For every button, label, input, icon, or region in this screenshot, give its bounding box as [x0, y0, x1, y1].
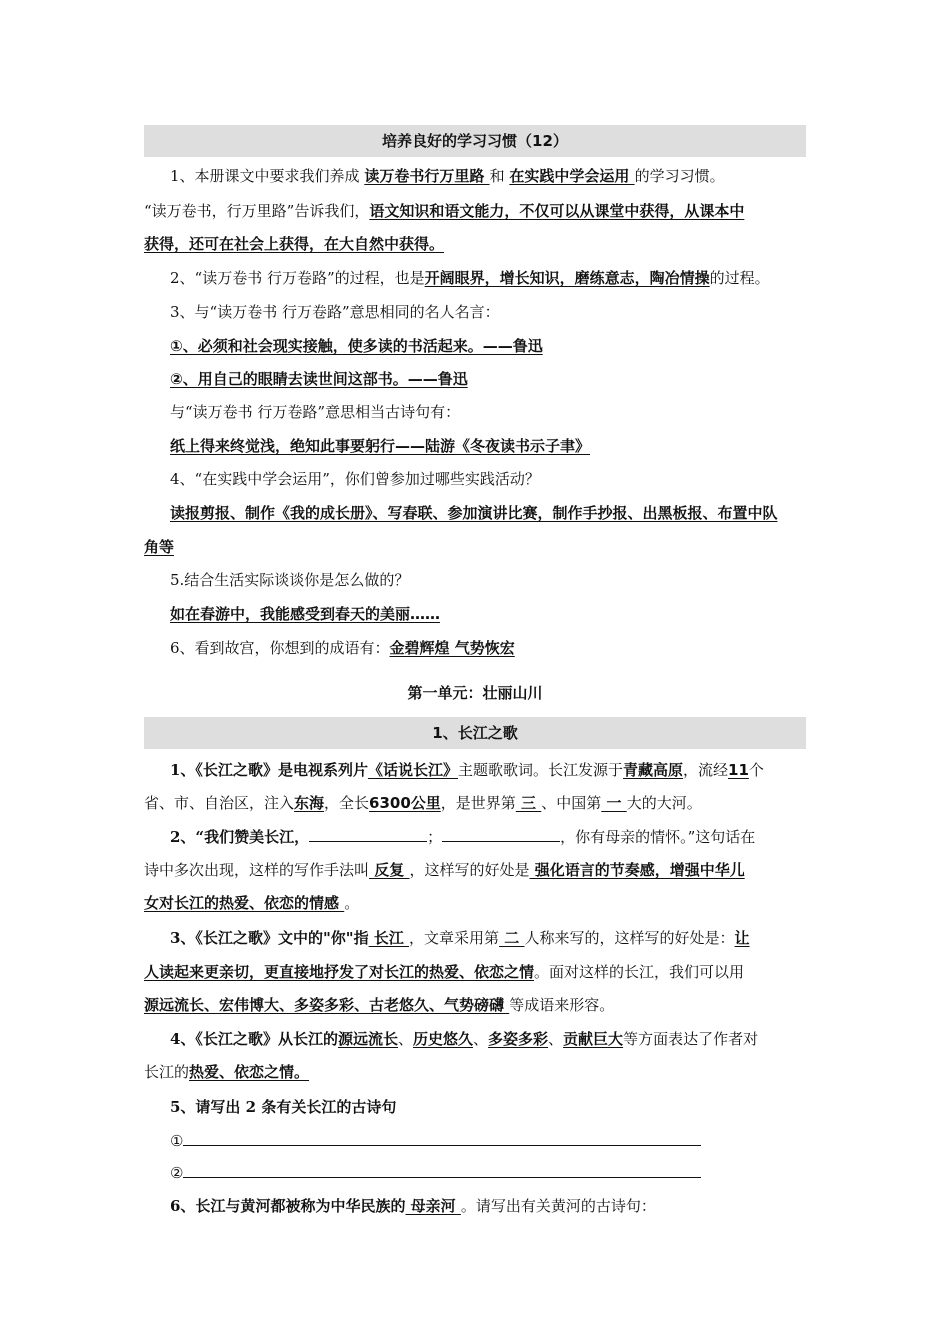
p5-answer-line-1[interactable] [183, 1130, 701, 1146]
p3-text-a: 3、《长江之歌》文中的"你"指 [170, 929, 369, 947]
question-5: 5.结合生活实际谈谈你是怎么做的？ [170, 571, 410, 589]
p3-text-j: 等成语来形容。 [509, 996, 615, 1014]
q1-answer-1: 读万卷书行万里路 [364, 167, 490, 185]
p2-blank-2[interactable] [442, 826, 560, 842]
q1-text-a: 1、本册课文中要求我们养成 [170, 167, 365, 185]
question-1-line-3 [144, 234, 820, 254]
p1-text-p: 大的大河。 [626, 794, 702, 812]
paragraph-5-line-1 [170, 1130, 846, 1151]
q3-answer-1: ①、必须和社会现实接触，使多读的书活起来。——鲁迅 [170, 337, 543, 355]
paragraph-1-line-1 [170, 760, 846, 780]
p2-text-d: 诗中多次出现，这样的写作手法叫 [144, 861, 370, 879]
p3-answer-d: 二 [499, 929, 525, 947]
q2-text-b: 的过程。 [709, 269, 770, 287]
p3-answer-f: 让 [734, 929, 750, 947]
paragraph-2-line-1 [170, 826, 846, 847]
p2-answer-g: 强化语言的节奏感，增强中华儿 [529, 861, 745, 879]
q4-answer-2: 角等 [144, 538, 175, 556]
question-3-answer-2 [170, 369, 846, 389]
p3-answer-b: 长江 [368, 929, 410, 947]
question-4-answer-2 [144, 537, 820, 557]
p6-answer-b: 母亲河 [405, 1197, 461, 1215]
p2-text-c: ，你有母亲的情怀。”这句话在 [560, 828, 756, 846]
question-1 [170, 166, 846, 186]
q5-answer: 如在春游中，我能感受到春天的美丽…… [170, 605, 441, 623]
paragraph-3-line-2 [144, 962, 820, 982]
q6-text-a: 6、看到故宫，你想到的成语有： [170, 639, 390, 657]
p4-text-j: 长江的 [144, 1063, 190, 1081]
question-3-poem-prompt: 与“读万卷书 行万卷路”意思相当古诗句有： [170, 403, 461, 421]
p3-text-h: 。面对这样的长江，我们可以用 [534, 963, 745, 981]
p1-text-a: 1、《长江之歌》是电视系列片 [170, 761, 368, 779]
p1-text-g: 个 [748, 761, 764, 779]
p1-text-n: 、中国第 [541, 794, 602, 812]
p1-text-l: ，是世界第 [440, 794, 516, 812]
p2-text-b: ； [427, 828, 443, 846]
q4-answer-1: 读报剪报、制作《我的成长册》、写春联、参加演讲比赛，制作手抄报、出黑板报、布置中队 [170, 504, 778, 522]
paragraph-5 [170, 1097, 846, 1117]
section-title-habits: 培养良好的学习习惯（12） [144, 125, 806, 157]
paragraph-3-line-3 [144, 995, 820, 1015]
p4-answer-f: 多姿多彩 [488, 1030, 549, 1048]
p3-answer-i: 源远流长、宏伟博大、多姿多彩、古老悠久、气势磅礴 [144, 996, 510, 1014]
p1-answer-f: 11 [728, 761, 749, 779]
p6-text-a: 6、长江与黄河都被称为中华民族的 [170, 1197, 406, 1215]
paragraph-5-line-2 [170, 1162, 846, 1183]
p2-text-i: 。 [344, 894, 360, 912]
p4-text-i: 等方面表达了作者对 [623, 1030, 759, 1048]
paragraph-4-line-2 [144, 1062, 820, 1082]
p2-answer-e: 反复 [369, 861, 410, 879]
q1-answer-2: 在实践中学会运用 [509, 167, 635, 185]
question-3-answer-3 [170, 436, 846, 456]
q3-answer-3: 纸上得来终觉浅，绝知此事要躬行——陆游《冬夜读书示子聿》 [170, 437, 591, 455]
p4-text-c: 、 [397, 1030, 413, 1048]
p1-text-e: ，流经 [683, 761, 729, 779]
paragraph-3-line-1 [170, 928, 846, 948]
p4-answer-b: 源远流长 [337, 1030, 398, 1048]
p1-text-c: 主题歌歌词。长江发源于 [457, 761, 623, 779]
paragraph-2-line-2 [144, 860, 820, 880]
p1-text-j: ，全长 [324, 794, 370, 812]
p3-answer-g: 人读起来更亲切，更直接地抒发了对长江的热爱、依恋之情 [144, 963, 535, 981]
p2-answer-h: 女对长江的热爱、依恋的情感 [144, 894, 345, 912]
p2-blank-1[interactable] [309, 826, 427, 842]
p5-answer-line-2[interactable] [183, 1162, 701, 1178]
p1-answer-m: 三 [515, 794, 542, 812]
p1-answer-i: 东海 [294, 794, 325, 812]
p1-answer-k: 6300公里 [369, 794, 441, 812]
unit-title: 第一单元：壮丽山川 [407, 684, 543, 702]
p4-answer-d: 历史悠久 [412, 1030, 473, 1048]
question-1-line-2 [144, 201, 820, 221]
q1-text-d: 的学习习惯。 [634, 167, 725, 185]
question-5-answer [170, 604, 846, 624]
p3-text-c: ，文章采用第 [409, 929, 500, 947]
p1-text-h: 省、市、自治区，注入 [144, 794, 295, 812]
q1-answer-3: 语文知识和语文能力，不仅可以从课堂中获得，从课本中 [369, 202, 745, 220]
p4-answer-k: 热爱、依恋之情。 [189, 1063, 310, 1081]
question-3-answer-1 [170, 336, 846, 356]
q1-text-c: 和 [489, 167, 510, 185]
question-4: 4、“在实践中学会运用”，你们曾参加过哪些实践活动？ [170, 470, 540, 488]
paragraph-1-line-2 [144, 793, 820, 813]
p6-text-c: 。请写出有关黄河的古诗句： [460, 1197, 656, 1215]
p5-marker-2: ② [170, 1164, 184, 1182]
p1-answer-o: 一 [601, 794, 627, 812]
p3-text-e: 人称来写的，这样写的好处是： [524, 929, 735, 947]
question-2 [170, 268, 846, 288]
p5-marker-1: ① [170, 1132, 184, 1150]
p1-answer-d: 青藏高原 [622, 761, 683, 779]
question-6 [170, 638, 846, 658]
q6-answer: 金碧辉煌 气势恢宏 [389, 639, 515, 657]
section-title-changjiang: 1、长江之歌 [144, 717, 806, 749]
p4-text-g: 、 [548, 1030, 564, 1048]
p4-answer-h: 贡献巨大 [563, 1030, 624, 1048]
q1-answer-4: 获得，还可在社会上获得，在大自然中获得。 [144, 235, 445, 253]
p2-text-a: 2、“我们赞美长江， [170, 828, 310, 846]
p4-text-a: 4、《长江之歌》从长江的 [170, 1030, 338, 1048]
q1-text-e: “读万卷书，行万里路”告诉我们， [144, 202, 370, 220]
p5-text: 5、请写出 2 条有关长江的古诗句 [170, 1098, 397, 1116]
paragraph-4-line-1 [170, 1029, 846, 1049]
paragraph-2-line-3 [144, 893, 820, 913]
paragraph-6 [170, 1196, 846, 1216]
p4-text-e: 、 [473, 1030, 489, 1048]
q2-text-a: 2、“读万卷书 行万卷路”的过程，也是 [170, 269, 425, 287]
question-3: 3、与“读万卷书 行万卷路”意思相同的名人名言： [170, 303, 500, 321]
question-4-answer-1 [170, 503, 846, 523]
q3-answer-2: ②、用自己的眼睛去读世间这部书。——鲁迅 [170, 370, 468, 388]
p1-answer-b: 《话说长江》 [367, 761, 458, 779]
q2-answer: 开阔眼界，增长知识，磨练意志，陶冶情操 [424, 269, 710, 287]
p2-text-f: ，这样写的好处是 [409, 861, 530, 879]
